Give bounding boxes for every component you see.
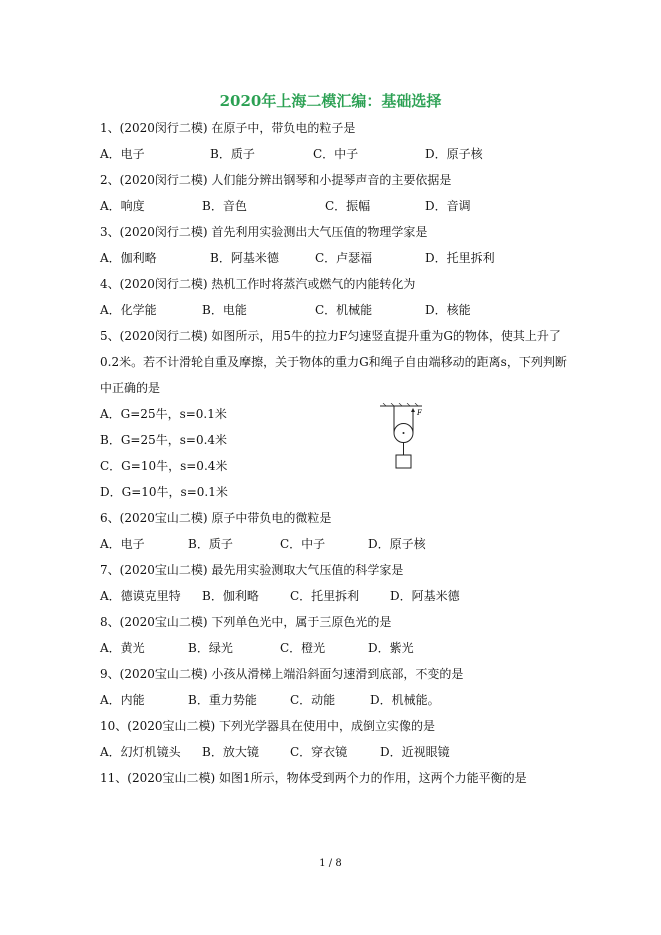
q10-option-c: C．穿衣镜 [290,745,348,759]
page-title: 2020年上海二模汇编：基础选择 [219,92,442,110]
force-label: F [417,409,422,417]
q1-option-b: B．质子 [210,147,255,161]
q10-option-a: A．幻灯机镜头 [100,745,181,759]
q9-option-c: C．动能 [290,693,336,707]
q5-option-b: B．G=25牛，s=0.4米 [100,433,228,447]
q2-option-d: D．音调 [425,199,471,213]
q7-option-a: A．德谟克里特 [100,589,181,603]
q9-option-d: D．机械能。 [370,693,440,707]
question-5-stem-line2: 0.2米。若不计滑轮自重及摩擦，关于物体的重力G和绳子自由端移动的距离s，下列判断 [100,355,567,369]
question-8-stem: 8、(2020宝山二模) 下列单色光中，属于三原色光的是 [100,615,392,629]
q1-option-d: D．原子核 [425,147,483,161]
question-9-stem: 9、(2020宝山二模) 小孩从滑梯上端沿斜面匀速滑到底部，不变的是 [100,667,464,681]
q4-option-c: C．机械能 [315,303,373,317]
q6-option-b: B．质子 [188,537,233,551]
question-7-stem: 7、(2020宝山二模) 最先用实验测取大气压值的科学家是 [100,563,404,577]
q10-option-b: B．放大镜 [202,745,259,759]
q7-option-c: C．托里拆利 [290,589,360,603]
q9-option-b: B．重力势能 [188,693,257,707]
q6-option-a: A．电子 [100,537,145,551]
question-1-stem: 1、(2020闵行二模) 在原子中，带负电的粒子是 [100,121,356,135]
q7-option-d: D．阿基米德 [390,589,460,603]
q4-option-b: B．电能 [202,303,247,317]
question-3-stem: 3、(2020闵行二模) 首先利用实验测出大气压值的物理学家是 [100,225,428,239]
question-6-stem: 6、(2020宝山二模) 原子中带负电的微粒是 [100,511,332,525]
q7-option-b: B．伽利略 [202,589,259,603]
weight-block [396,455,411,468]
question-2-stem: 2、(2020闵行二模) 人们能分辨出钢琴和小提琴声音的主要依据是 [100,173,452,187]
q8-option-b: B．绿光 [188,641,233,655]
q3-option-d: D．托里拆利 [425,251,495,265]
page-number: 1 / 8 [319,858,342,869]
question-10-stem: 10、(2020宝山二模) 下列光学器具在使用中，成倒立实像的是 [100,719,435,733]
q4-option-d: D．核能 [425,303,471,317]
q2-option-c: C．振幅 [325,199,371,213]
question-5-stem-line3: 中正确的是 [100,381,161,395]
q4-option-a: A．化学能 [100,303,157,317]
q5-option-a: A．G=25牛，s=0.1米 [100,407,227,421]
q3-option-c: C．卢瑟福 [315,251,373,265]
q9-option-a: A．内能 [100,693,145,707]
question-4-stem: 4、(2020闵行二模) 热机工作时将蒸汽或燃气的内能转化为 [100,277,416,291]
q6-option-c: C．中子 [280,537,326,551]
question-5-stem-line1: 5、(2020闵行二模) 如图所示，用5牛的拉力F匀速竖直提升重为G的物体，使其上升了 [100,329,561,343]
q8-option-a: A．黄光 [100,641,145,655]
q2-option-a: A．响度 [100,199,145,213]
q5-option-c: C．G=10牛，s=0.4米 [100,459,228,473]
q6-option-d: D．原子核 [368,537,426,551]
q10-option-d: D．近视眼镜 [380,745,450,759]
question-11-stem: 11、(2020宝山二模) 如图1所示，物体受到两个力的作用，这两个力能平衡的是 [100,771,527,785]
q2-option-b: B．音色 [202,199,247,213]
q1-option-c: C．中子 [313,147,359,161]
q8-option-d: D．紫光 [368,641,414,655]
q5-option-d: D．G=10牛，s=0.1米 [100,485,228,499]
q3-option-b: B．阿基米德 [210,251,279,265]
q1-option-a: A．电子 [100,147,145,161]
q8-option-c: C．橙光 [280,641,326,655]
pulley-figure [380,403,430,475]
q3-option-a: A．伽利略 [100,251,157,265]
